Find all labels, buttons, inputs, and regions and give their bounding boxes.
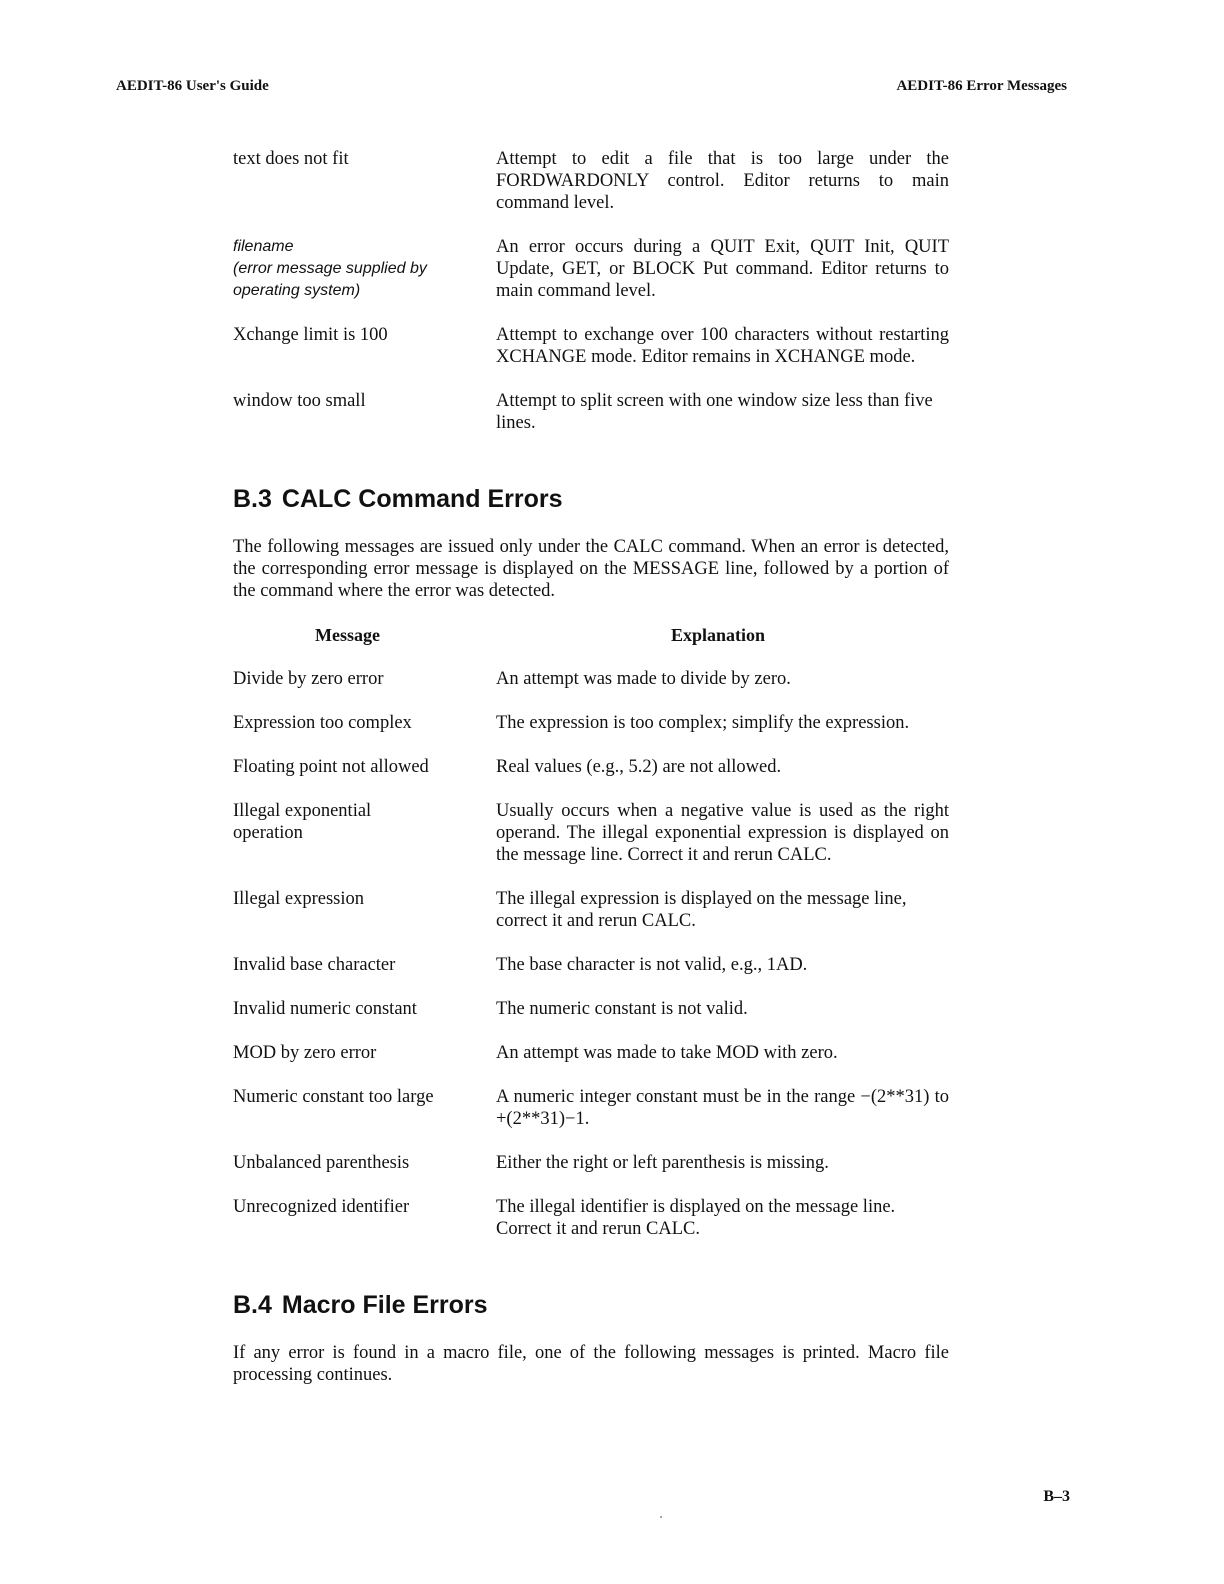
- scan-speck: [660, 1516, 662, 1518]
- table-row: [233, 1196, 949, 1240]
- table-column-headers: [233, 624, 949, 646]
- error-message: Unrecognized identifier: [233, 1197, 410, 1217]
- error-explanation: An attempt was made to divide by zero.: [496, 669, 791, 689]
- table-row: [233, 800, 949, 866]
- error-message-line: filename: [233, 238, 294, 255]
- error-entry-xchange-limit: [233, 324, 949, 368]
- section-heading-b4: [233, 1290, 949, 1320]
- table-row: [233, 712, 949, 734]
- table-row: [233, 954, 949, 976]
- error-explanation: The base character is not valid, e.g., 1AD.: [496, 955, 808, 975]
- error-explanation: The illegal expression is displayed on the message line, correct it and rerun CALC.: [496, 889, 907, 931]
- error-message: Floating point not allowed: [233, 757, 429, 777]
- error-message: MOD by zero error: [233, 1043, 377, 1063]
- page-content: [233, 148, 949, 1386]
- section-title: CALC Command Errors: [281, 485, 563, 513]
- error-message-line: Illegal exponential: [233, 801, 372, 821]
- error-message-line: operating system): [233, 282, 361, 299]
- error-explanation: A numeric integer constant must be in the range −(2**31) to +(2**31)−1.: [496, 1087, 949, 1129]
- error-explanation: The illegal identifier is displayed on the message line. Correct it and rerun CALC.: [496, 1197, 896, 1239]
- error-message: Illegal expression: [233, 889, 364, 909]
- table-row: [233, 756, 949, 778]
- error-explanation: An error occurs during a QUIT Exit, QUIT Init, QUIT Update, GET, or BLOCK Put command. Editor returns to main command level.: [496, 237, 949, 301]
- error-message: [233, 800, 496, 844]
- error-message: Numeric constant too large: [233, 1087, 434, 1107]
- error-explanation: Attempt to edit a file that is too large under the FORDWARDONLY control. Editor returns to main command level.: [496, 149, 949, 213]
- table-row: [233, 1086, 949, 1130]
- table-row: [233, 888, 949, 932]
- section-heading-b3: [233, 484, 949, 514]
- table-row: [233, 998, 949, 1020]
- error-message: window too small: [233, 391, 366, 411]
- table-row: [233, 1152, 949, 1174]
- error-entry-filename: [233, 236, 949, 302]
- column-header-message: Message: [315, 625, 380, 645]
- error-explanation: Attempt to exchange over 100 characters without restarting XCHANGE mode. Editor remains in XCHANGE mode.: [496, 325, 949, 367]
- error-message: Divide by zero error: [233, 669, 384, 689]
- error-explanation: Real values (e.g., 5.2) are not allowed.: [496, 757, 782, 777]
- error-message: Xchange limit is 100: [233, 325, 388, 345]
- page-number: B–3: [1043, 1488, 1070, 1505]
- section-title: Macro File Errors: [281, 1291, 488, 1319]
- table-row: [233, 668, 949, 690]
- error-explanation: Either the right or left parenthesis is missing.: [496, 1153, 829, 1173]
- running-header-right: AEDIT-86 Error Messages: [896, 78, 1067, 94]
- section-intro-b3: The following messages are issued only under the CALC command. When an error is detected, the corresponding error message is displayed on the MESSAGE line, followed by a portion of the command where the error was detected.: [233, 537, 949, 601]
- column-header-explanation: Explanation: [671, 625, 766, 645]
- section-number: B.3: [233, 485, 272, 513]
- error-explanation: The numeric constant is not valid.: [496, 999, 748, 1019]
- error-message: Invalid numeric constant: [233, 999, 417, 1019]
- section-number: B.4: [233, 1291, 272, 1319]
- error-explanation: The expression is too complex; simplify the expression.: [496, 713, 910, 733]
- error-explanation: An attempt was made to take MOD with zero.: [496, 1043, 838, 1063]
- error-message-line: operation: [233, 823, 303, 843]
- error-message: text does not fit: [233, 149, 349, 169]
- error-explanation: Usually occurs when a negative value is used as the right operand. The illegal exponential expression is displayed on the message line. Correct it and rerun CALC.: [496, 801, 949, 865]
- error-message: Expression too complex: [233, 713, 412, 733]
- running-header-left: AEDIT-86 User's Guide: [116, 78, 269, 94]
- error-message-line: (error message supplied by: [233, 260, 427, 277]
- error-entry-window-too-small: [233, 390, 949, 434]
- error-message: Unbalanced parenthesis: [233, 1153, 410, 1173]
- error-message: [233, 236, 496, 302]
- section-intro-b4: If any error is found in a macro file, one of the following messages is printed. Macro file processing continues.: [233, 1343, 949, 1385]
- error-explanation: Attempt to split screen with one window size less than five lines.: [496, 391, 933, 433]
- error-entry-text-does-not-fit: [233, 148, 949, 214]
- table-row: [233, 1042, 949, 1064]
- error-message: Invalid base character: [233, 955, 396, 975]
